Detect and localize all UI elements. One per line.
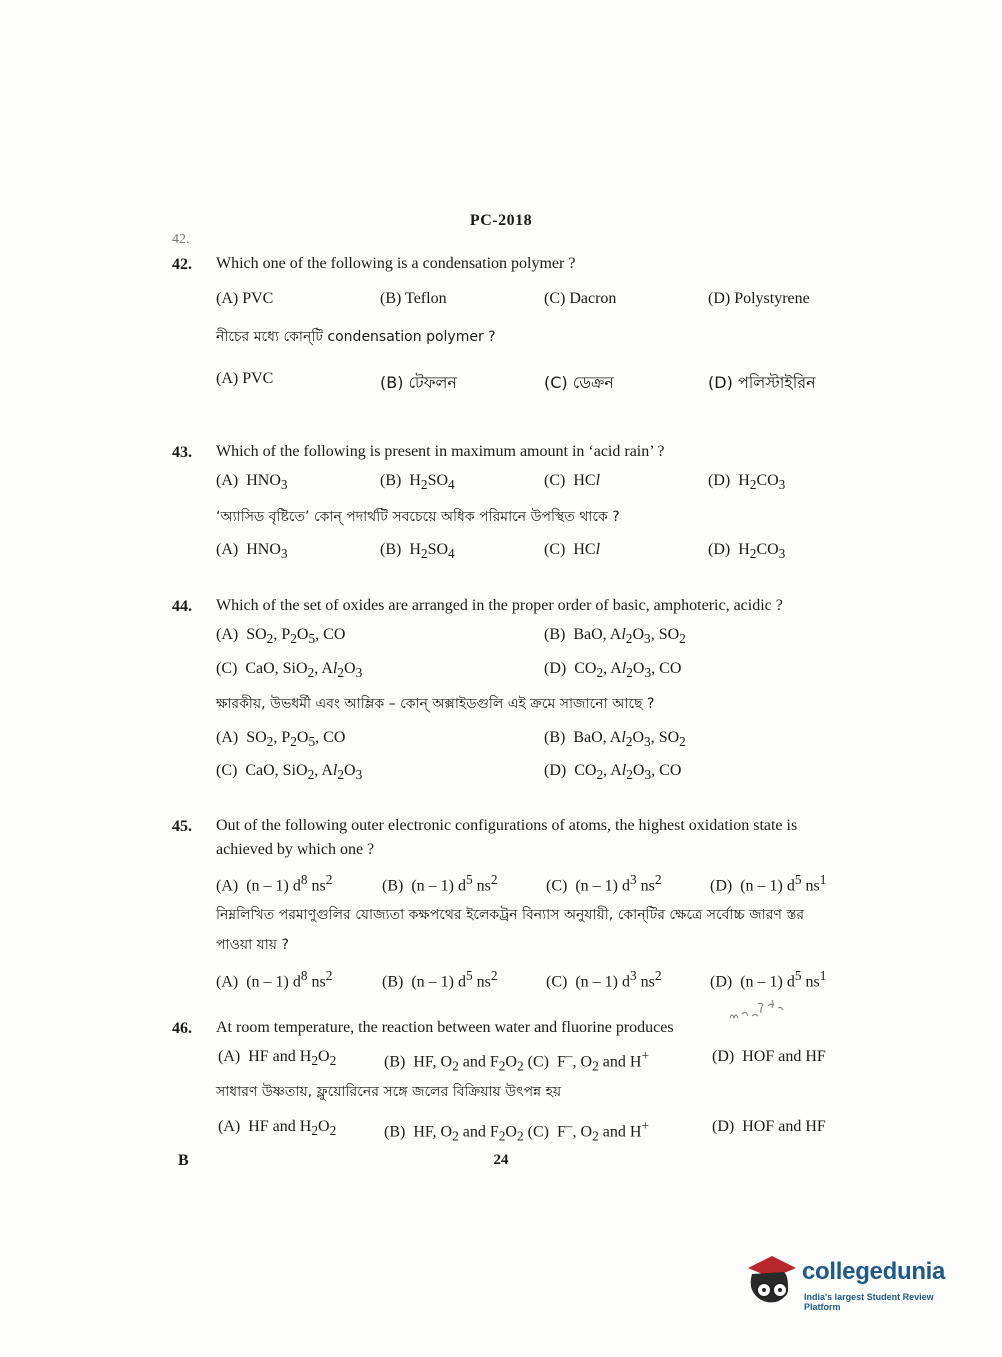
- option-c: (C) HCl: [544, 472, 601, 489]
- page-number: 24: [493, 1152, 509, 1168]
- option-b: (B) (n – 1) $d^5$ $ns^2$: [382, 872, 498, 895]
- option-c: (C) CaO, SiO$_2$, $Al_2O_3$: [216, 660, 363, 681]
- option-c: (C) (n – 1) $d^3$ $ns^2$: [546, 872, 662, 895]
- option-b-bn: (B) $H_2SO_4$: [380, 541, 455, 562]
- question-text-en: Which of the following is present in maximum amount in ‘acid rain’ ?: [216, 443, 665, 460]
- question-number: 43.: [172, 444, 192, 461]
- option-a: (A) $HNO_3$: [216, 472, 288, 493]
- option-a-bn: (A) (n – 1) $d^8$ $ns^2$: [216, 968, 333, 991]
- option-b-bn: (B) টেফলন: [380, 373, 457, 392]
- option-d: (D) (n – 1) $d^5$ $ns^1$: [710, 872, 827, 895]
- option-b: (B) $H_2SO_4$: [380, 472, 455, 493]
- option-c-bn: (C) (n – 1) $d^3$ $ns^2$: [546, 968, 662, 991]
- option-b-bn: (B) HF, $O_2$ and $F_2O_2$ (C) F–, $O_2$ and H+: [384, 1118, 649, 1144]
- option-b: (B) HF, $O_2$ and $F_2O_2$ (C) F–, $O_2$ and H+: [384, 1048, 649, 1074]
- handwritten-scribble: [728, 996, 788, 1026]
- option-b-bn: (B) BaO, $Al_2O_3$, $SO_2$: [544, 729, 686, 750]
- option-a: (A) $SO_2$, $P_2O_5$, CO: [216, 626, 346, 647]
- question-text-en: Which one of the following is a condensation polymer ?: [216, 255, 576, 272]
- option-c: (C) Dacron: [544, 290, 617, 307]
- option-a: (A) HF and $H_2O_2$: [218, 1048, 337, 1069]
- option-a-bn: (A) HF and $H_2O_2$: [218, 1118, 337, 1139]
- series-label: B: [178, 1152, 189, 1169]
- option-c-bn: (C) CaO, SiO$_2$, $Al_2O_3$: [216, 762, 363, 783]
- option-c-bn: (C) ডেক্রন: [544, 373, 614, 392]
- option-b: (B) Teflon: [380, 290, 447, 307]
- question-text-en: At room temperature, the reaction between water and fluorine produces: [216, 1019, 674, 1036]
- question-text-bn: নীচের মধ্যে কোন্‌টি condensation polymer ?: [216, 329, 496, 345]
- option-d: (D) Polystyrene: [708, 290, 810, 307]
- option-a-bn: (A) $HNO_3$: [216, 541, 288, 562]
- option-b: (B) BaO, $Al_2O_3$, $SO_2$: [544, 626, 686, 647]
- question-number: 44.: [172, 598, 192, 615]
- question-number: 42.: [172, 256, 192, 273]
- option-d: (D) HOF and HF: [712, 1048, 826, 1065]
- question-number: 46.: [172, 1020, 192, 1037]
- question-text-en: Out of the following outer electronic configurations of atoms, the highest oxidation state is achieved by which one ?: [216, 817, 798, 858]
- stray-mark: 42.: [172, 232, 190, 247]
- option-b-bn: (B) (n – 1) $d^5$ $ns^2$: [382, 968, 498, 991]
- mascot-icon: [742, 1252, 800, 1312]
- option-a-bn: (A) PVC: [216, 370, 274, 387]
- option-d-bn: (D) $CO_2$, $Al_2O_3$, CO: [544, 762, 682, 783]
- option-d-bn: (D) (n – 1) $d^5$ $ns^1$: [710, 968, 827, 991]
- question-text-bn: সাধারণ উষ্ণতায়, ফ্লুয়োরিনের সঙ্গে জলের বিক্রিয়ায় উৎপন্ন হয়: [216, 1084, 562, 1100]
- question-text-bn: নিম্নলিখিত পরমাণুগুলির যোজ্যতা কক্ষপথের ইলেকট্রন বিন্যাস অনুযায়ী, কোন্‌টির ক্ষেত্রে সর্বোচ্চ জারণ স্তর পাওয়া যায় ?: [216, 907, 805, 953]
- option-d-bn: (D) HOF and HF: [712, 1118, 826, 1135]
- question-number: 45.: [172, 818, 192, 835]
- question-text-bn: ‘অ্যাসিড বৃষ্টিতে’ কোন্‌ পদার্থটি সবচেয়ে অধিক পরিমানে উপস্থিত থাকে ?: [216, 509, 620, 525]
- option-d: (D) $H_2CO_3$: [708, 472, 786, 493]
- option-d-bn: (D) পলিস্টাইরিন: [708, 373, 816, 392]
- option-a: (A) PVC: [216, 290, 274, 307]
- collegedunia-logo: [742, 1252, 968, 1312]
- option-d-bn: (D) $H_2CO_3$: [708, 541, 786, 562]
- page-header: PC-2018: [469, 212, 533, 229]
- logo-name: collegedunia: [802, 1258, 946, 1285]
- option-d: (D) $CO_2$, $Al_2O_3$, CO: [544, 660, 682, 681]
- question-text-en: Which of the set of oxides are arranged in the proper order of basic, amphoteric, acidic ?: [216, 597, 783, 614]
- question-text-bn: ক্ষারকীয়, উভধর্মী এবং আম্লিক – কোন্‌ অক্সাইডগুলি এই ক্রমে সাজানো আছে ?: [216, 696, 655, 712]
- option-a: (A) (n – 1) $d^8$ $ns^2$: [216, 872, 333, 895]
- logo-tagline: India's largest Student Review Platform: [804, 1292, 934, 1312]
- option-c-bn: (C) HCl: [544, 541, 601, 558]
- option-a-bn: (A) $SO_2$, $P_2O_5$, CO: [216, 729, 346, 750]
